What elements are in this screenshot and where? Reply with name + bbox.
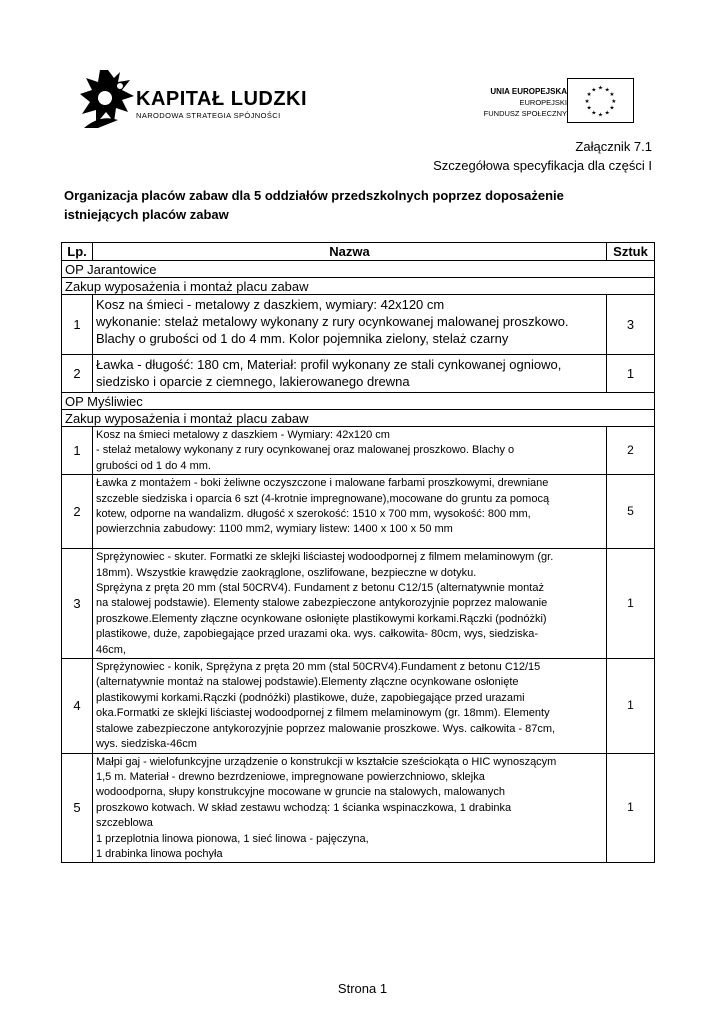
desc-line: Małpi gaj - wielofunkcyjne urządzenie o konstrukcji w kształcie sześciokąta o HIC wynoszącym — [96, 755, 557, 768]
annex-number: Załącznik 7.1 — [575, 139, 652, 154]
row-description — [93, 659, 607, 753]
section-name: OP Jarantowice — [62, 261, 655, 278]
row-description — [93, 427, 607, 475]
eu-line2: EUROPEJSKI — [519, 98, 567, 107]
row-qty: 1 — [607, 659, 655, 753]
eu-line1: UNIA EUROPEJSKA — [490, 87, 567, 96]
page-number: Strona 1 — [337, 981, 388, 996]
table-row — [62, 295, 655, 355]
section-subname: Zakup wyposażenia i montaż placu zabaw — [62, 410, 655, 427]
row-qty: 1 — [607, 355, 655, 393]
logo-title: KAPITAŁ LUDZKI — [136, 88, 308, 110]
logo-subtitle: NARODOWA STRATEGIA SPÓJNOŚCI — [136, 111, 281, 120]
row-qty: 5 — [607, 475, 655, 549]
desc-line: kotew, odporne na wandalizm. długość x szerokość: 1510 x 700 mm, wysokość: 800 mm, — [96, 508, 531, 521]
svg-text:★: ★ — [591, 87, 597, 94]
header-name: Nazwa — [93, 243, 607, 261]
eu-line3: FUNDUSZ SPOŁECZNY — [483, 109, 567, 118]
svg-text:★: ★ — [609, 92, 615, 99]
svg-text:★: ★ — [591, 110, 597, 117]
kapital-ludzki-emblem-icon — [78, 68, 138, 132]
section-subrow — [62, 278, 655, 295]
document-heading — [64, 186, 664, 224]
row-lp: 2 — [62, 355, 93, 393]
desc-line: szczeblowa — [96, 817, 153, 830]
svg-text:★: ★ — [597, 112, 604, 119]
row-lp: 2 — [62, 475, 93, 549]
desc-line: 18mm). Wszystkie krawędzie zaokrąglone, oszlifowane, bezpieczne w dotyku. — [96, 566, 477, 579]
desc-line: szczeble siedziska i oparcia 6 szt (4-krotnie impregnowane),mocowane do gruntu za pomocą — [96, 492, 550, 505]
desc-line: 1 drabinka linowa pochyła — [96, 847, 223, 860]
annex-subtitle: Szczegółowa specyfikacja dla części I — [433, 158, 652, 173]
section-name: OP Myśliwiec — [62, 393, 655, 410]
desc-line: siedzisko i oparcie z ciemnego, lakierowanego drewna — [96, 374, 410, 389]
row-description — [93, 753, 607, 863]
row-lp: 3 — [62, 549, 93, 659]
table-row — [62, 659, 655, 753]
desc-line: Ławka - długość: 180 cm, Materiał: profil wykonany ze stali cynkowanej ogniowo, — [96, 357, 562, 372]
desc-line: Sprężynowiec - konik, Sprężyna z pręta 20 mm (stal 50CRV4).Fundament z betonu C12/15 — [96, 661, 541, 674]
row-qty: 2 — [607, 427, 655, 475]
svg-text:★: ★ — [611, 98, 617, 105]
row-qty: 1 — [607, 753, 655, 863]
desc-line: proszkowo kotwach. W skład zestawu wchodzą: 1 ścianka wspinaczkowa, 1 drabinka — [96, 801, 512, 814]
section-subname: Zakup wyposażenia i montaż placu zabaw — [62, 278, 655, 295]
svg-text:★: ★ — [584, 98, 590, 105]
section-row — [62, 261, 655, 278]
desc-line: plastikowe, duże, zapobiegające przed urazami oka. wys. całkowita- 80cm, wys, siedziska- — [96, 628, 539, 641]
row-lp: 5 — [62, 753, 93, 863]
desc-line: Blachy o grubości od 1 do 4 mm. Kolor pojemnika zielony, stelaż czarny — [96, 331, 509, 346]
row-description — [93, 475, 607, 549]
desc-line: powierzchnia zabudowy: 1100 mm2, wymiary listew: 1400 x 100 x 50 mm — [96, 523, 453, 536]
desc-line: grubości od 1 do 4 mm. — [96, 459, 211, 472]
section-subrow — [62, 410, 655, 427]
eu-flag-icon — [567, 78, 634, 123]
desc-line: Sprężynowiec - skuter. Formatki ze sklejki liściastej wodoodpornej z filmem melaminowym (gr. — [96, 551, 554, 564]
table-row — [62, 427, 655, 475]
row-qty: 1 — [607, 549, 655, 659]
desc-line: wykonanie: stelaż metalowy wykonany z rury ocynkowanej malowanej proszkowo. — [96, 314, 569, 329]
table-row — [62, 549, 655, 659]
table-row — [62, 355, 655, 393]
header-lp: Lp. — [62, 243, 93, 261]
desc-line: plastikowymi korkami.Rączki (podnóżki) plastikowe, duże, zapobiegające przed urazami — [96, 691, 525, 704]
desc-line: wys. siedziska-46cm — [96, 738, 197, 751]
row-qty: 3 — [607, 295, 655, 355]
annex-header — [433, 137, 652, 175]
row-lp: 1 — [62, 295, 93, 355]
row-description — [93, 355, 607, 393]
desc-line: Sprężyna z pręta 20 mm (stal 50CRV4). Fundament z betonu C12/15 (alternatywnie montaż — [96, 582, 544, 595]
row-lp: 1 — [62, 427, 93, 475]
table-header-row — [62, 243, 655, 261]
desc-line: wodoodporna, słupy konstrukcyjne mocowane w gruncie na stalowych, malowanych — [96, 786, 506, 799]
desc-line: (alternatywnie montaż na stalowej podstawie).Elementy złączne ocynkowane osłonięte — [96, 676, 519, 689]
svg-text:★: ★ — [586, 92, 592, 99]
eu-fund-text — [484, 86, 567, 119]
heading-line-2: istniejących placów zabaw — [64, 207, 229, 222]
section-row — [62, 393, 655, 410]
row-description — [93, 295, 607, 355]
svg-text:★: ★ — [604, 110, 610, 117]
desc-line: Kosz na śmieci - metalowy z daszkiem, wymiary: 42x120 cm — [96, 297, 445, 312]
svg-text:★: ★ — [597, 85, 604, 92]
desc-line: - stelaż metalowy wykonany z rury ocynkowanej oraz malowanej proszkowo. Blachy o — [96, 444, 515, 457]
desc-line: na stalowej podstawie). Elementy stalowe zabezpieczone antykorozyjnie poprzez malowanie — [96, 597, 548, 610]
row-lp: 4 — [62, 659, 93, 753]
heading-line-1: Organizacja placów zabaw dla 5 oddziałów przedszkolnych poprzez doposażenie — [64, 188, 564, 203]
desc-line: Ławka z montażem - boki żeliwne oczyszczone i malowane farbami proszkowymi, drewniane — [96, 477, 549, 490]
table-row — [62, 753, 655, 863]
header-qty: Sztuk — [607, 243, 655, 261]
desc-line: Kosz na śmieci metalowy z daszkiem - Wymiary: 42x120 cm — [96, 429, 390, 441]
svg-text:★: ★ — [604, 87, 610, 94]
desc-line: proszkowe.Elementy złączne ocynkowane osłonięte plastikowymi korkami.Rączki (podnóżki) — [96, 612, 547, 625]
kapital-ludzki-logo — [78, 68, 308, 132]
desc-line: 1,5 m. Materiał - drewno bezrdzeniowe, impregnowane powierzchniowo, sklejka — [96, 770, 485, 783]
specification-table — [61, 242, 655, 863]
table-row — [62, 475, 655, 549]
svg-text:★: ★ — [586, 105, 592, 112]
desc-line: stalowe zabezpieczone antykorozyjnie poprzez malowanie proszkowe. Wys. całkowita - 87cm, — [96, 722, 556, 735]
row-description — [93, 549, 607, 659]
svg-text:★: ★ — [609, 105, 615, 112]
desc-line: 1 przeplotnia linowa pionowa, 1 sieć linowa - pajęczyna, — [96, 832, 369, 845]
desc-line: 46cm, — [96, 643, 126, 656]
desc-line: oka.Formatki ze sklejki liściastej wodoodpornej z filmem melaminowym (gr. 18mm). Elementy — [96, 707, 550, 720]
